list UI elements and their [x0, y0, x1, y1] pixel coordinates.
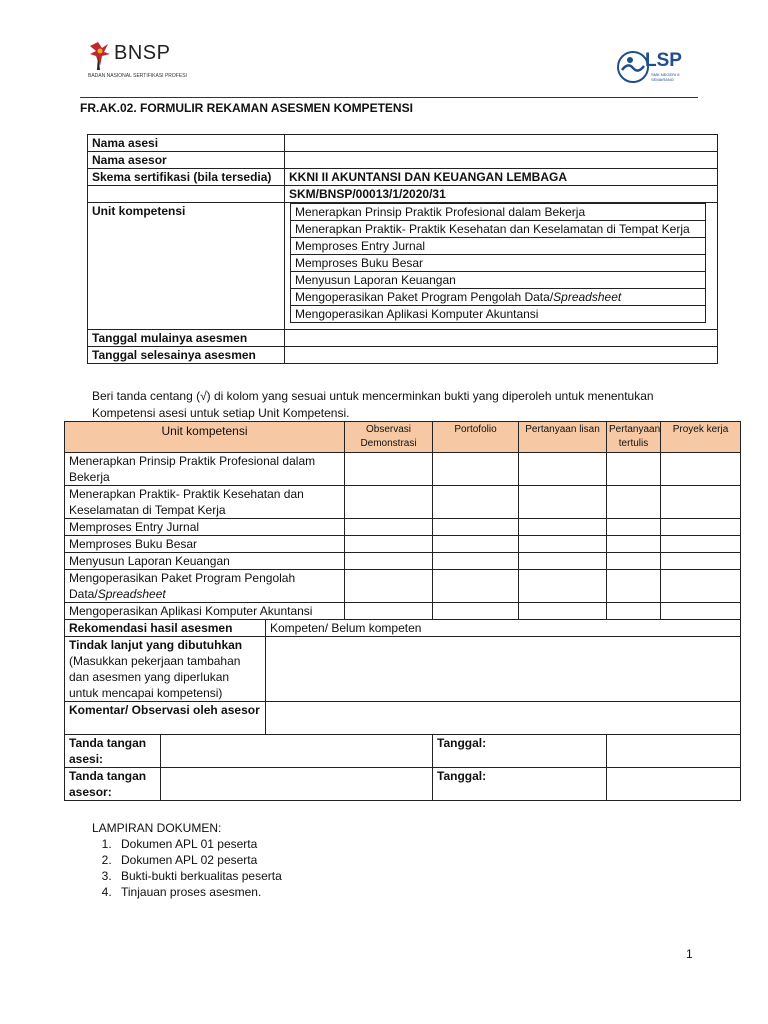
- check-cell[interactable]: [519, 570, 607, 603]
- col-portofolio: Portofolio: [433, 422, 519, 453]
- col-unit-kompetensi: Unit kompetensi: [65, 422, 345, 453]
- check-cell[interactable]: [661, 553, 741, 570]
- ttd-asesi-label: Tanda tangan asesi:: [65, 735, 161, 768]
- check-cell[interactable]: [345, 519, 433, 536]
- check-cell[interactable]: [433, 603, 519, 620]
- rekomendasi-value[interactable]: Kompeten/ Belum kompeten: [266, 620, 741, 637]
- table-row: [65, 536, 741, 553]
- check-cell[interactable]: [345, 570, 433, 603]
- unit-item: Mengoperasikan Aplikasi Komputer Akuntansi: [291, 306, 706, 323]
- list-item: 1. Dokumen APL 01 peserta: [115, 836, 282, 852]
- check-cell[interactable]: [345, 453, 433, 486]
- evidence-unit: Memproses Entry Jurnal: [65, 519, 345, 536]
- info-table: [87, 134, 718, 364]
- units-list: [290, 203, 706, 323]
- nama-asesi-label: Nama asesi: [88, 135, 285, 152]
- col-pertanyaan-tertulis: Pertanyaan tertulis: [607, 422, 661, 453]
- col-observasi: Observasi Demonstrasi: [345, 422, 433, 453]
- tanggal-asesor-label: Tanggal:: [433, 768, 607, 801]
- col-pertanyaan-lisan: Pertanyaan lisan: [519, 422, 607, 453]
- evidence-table: [64, 421, 741, 801]
- lampiran-section: [92, 820, 282, 900]
- evidence-header-row: [65, 422, 741, 453]
- check-cell[interactable]: [661, 486, 741, 519]
- check-cell[interactable]: [433, 553, 519, 570]
- rekomendasi-label: Rekomendasi hasil asesmen: [65, 620, 266, 637]
- tindak-lanjut-row: [65, 637, 741, 702]
- tindak-lanjut-label: Tindak lanjut yang dibutuhkan: [69, 638, 243, 652]
- komentar-field[interactable]: [266, 702, 741, 735]
- check-cell[interactable]: [433, 519, 519, 536]
- tanggal-mulai-field[interactable]: [285, 330, 718, 347]
- list-item: 4. Tinjauan proses asesmen.: [115, 884, 282, 900]
- check-cell[interactable]: [519, 486, 607, 519]
- evidence-unit: Menerapkan Prinsip Praktik Profesional dalam Bekerja: [65, 453, 345, 486]
- tindak-lanjut-field[interactable]: [266, 637, 741, 702]
- skema-code: SKM/BNSP/00013/1/2020/31: [285, 186, 718, 203]
- table-row: [65, 486, 741, 519]
- check-cell[interactable]: [345, 553, 433, 570]
- check-cell[interactable]: [345, 486, 433, 519]
- unit-item: Mengoperasikan Paket Program Pengolah Data/Spreadsheet: [291, 289, 706, 306]
- lsp-logo-text: LSP: [645, 50, 682, 71]
- nama-asesi-field[interactable]: [285, 135, 718, 152]
- check-cell[interactable]: [661, 536, 741, 553]
- check-cell[interactable]: [433, 453, 519, 486]
- komentar-row: [65, 702, 741, 735]
- evidence-unit: Mengoperasikan Aplikasi Komputer Akuntansi: [65, 603, 345, 620]
- check-cell[interactable]: [519, 553, 607, 570]
- check-cell[interactable]: [661, 519, 741, 536]
- row-unit-kompetensi: [88, 203, 718, 330]
- lampiran-title: LAMPIRAN DOKUMEN:: [92, 821, 222, 835]
- ttd-asesi-field[interactable]: [161, 735, 433, 768]
- tanggal-asesi-label: Tanggal:: [433, 735, 607, 768]
- evidence-unit: Mengoperasikan Paket Program Pengolah Data/Spreadsheet: [65, 570, 345, 603]
- skema-label: Skema sertifikasi (bila tersedia): [88, 169, 285, 186]
- row-tanggal-selesai: [88, 347, 718, 364]
- check-cell[interactable]: [519, 453, 607, 486]
- unit-item: Memproses Entry Jurnal: [291, 238, 706, 255]
- ttd-asesi-row: [65, 735, 741, 768]
- check-cell[interactable]: [607, 536, 661, 553]
- check-cell[interactable]: [607, 570, 661, 603]
- ttd-asesor-label: Tanda tangan asesor:: [65, 768, 161, 801]
- check-cell[interactable]: [607, 486, 661, 519]
- check-cell[interactable]: [345, 536, 433, 553]
- row-nama-asesor: [88, 152, 718, 169]
- bnsp-logo: [88, 40, 198, 84]
- tanggal-asesor-field[interactable]: [607, 768, 741, 801]
- bnsp-logo-text: BNSP: [114, 42, 171, 64]
- nama-asesor-label: Nama asesor: [88, 152, 285, 169]
- unit-item: Menerapkan Praktik- Praktik Kesehatan dan Keselamatan di Tempat Kerja: [291, 221, 706, 238]
- check-cell[interactable]: [433, 486, 519, 519]
- col-proyek-kerja: Proyek kerja: [661, 422, 741, 453]
- check-cell[interactable]: [519, 519, 607, 536]
- skema-value: KKNI II AKUNTANSI DAN KEUANGAN LEMBAGA: [285, 169, 718, 186]
- tanggal-asesi-field[interactable]: [607, 735, 741, 768]
- check-cell[interactable]: [607, 453, 661, 486]
- tanggal-selesai-field[interactable]: [285, 347, 718, 364]
- garuda-icon: [88, 40, 114, 72]
- lampiran-list: [92, 836, 282, 900]
- tindak-lanjut-note: (Masukkan pekerjaan tambahan dan asesmen yang diperlukan untuk mencapai kompetensi): [69, 654, 241, 700]
- table-row: [65, 603, 741, 620]
- check-cell[interactable]: [345, 603, 433, 620]
- row-tanggal-mulai: [88, 330, 718, 347]
- check-cell[interactable]: [661, 453, 741, 486]
- unit-item: Menyusun Laporan Keuangan: [291, 272, 706, 289]
- table-row: [65, 453, 741, 486]
- lsp-logo-subtitle: SMK NEGERI 8 SEMARANG: [651, 72, 680, 82]
- ttd-asesor-row: [65, 768, 741, 801]
- lsp-logo: [617, 48, 697, 92]
- evidence-unit: Memproses Buku Besar: [65, 536, 345, 553]
- table-row: [65, 553, 741, 570]
- rekomendasi-row: [65, 620, 741, 637]
- check-cell[interactable]: [519, 603, 607, 620]
- tanggal-mulai-label: Tanggal mulainya asesmen: [88, 330, 285, 347]
- check-cell[interactable]: [607, 519, 661, 536]
- check-cell[interactable]: [607, 553, 661, 570]
- table-row: [65, 570, 741, 603]
- check-cell[interactable]: [607, 603, 661, 620]
- row-nama-asesi: [88, 135, 718, 152]
- check-cell[interactable]: [661, 570, 741, 603]
- row-skema-code: [88, 186, 718, 203]
- bnsp-logo-subtitle: BADAN NASIONAL SERTIFIKASI PROFESI: [88, 73, 187, 79]
- unit-kompetensi-label: Unit kompetensi: [88, 203, 285, 330]
- unit-item: Memproses Buku Besar: [291, 255, 706, 272]
- tanggal-selesai-label: Tanggal selesainya asesmen: [88, 347, 285, 364]
- header-divider: [80, 97, 698, 98]
- komentar-label: Komentar/ Observasi oleh asesor: [65, 702, 266, 735]
- list-item: 3. Bukti-bukti berkualitas peserta: [115, 868, 282, 884]
- check-cell[interactable]: [661, 603, 741, 620]
- evidence-unit: Menyusun Laporan Keuangan: [65, 553, 345, 570]
- nama-asesor-field[interactable]: [285, 152, 718, 169]
- page-number: 1: [686, 947, 693, 961]
- instruction-text: Beri tanda centang (√) di kolom yang sesuai untuk mencerminkan bukti yang diperoleh untuk menentukan Kompetensi asesi untuk setiap Unit Kompetensi.: [92, 389, 654, 420]
- check-cell[interactable]: [519, 536, 607, 553]
- table-row: [65, 519, 741, 536]
- check-cell[interactable]: [433, 570, 519, 603]
- evidence-unit: Menerapkan Praktik- Praktik Kesehatan dan Keselamatan di Tempat Kerja: [65, 486, 345, 519]
- row-skema: [88, 169, 718, 186]
- list-item: 2. Dokumen APL 02 peserta: [115, 852, 282, 868]
- ttd-asesor-field[interactable]: [161, 768, 433, 801]
- check-cell[interactable]: [433, 536, 519, 553]
- document-title: FR.AK.02. FORMULIR REKAMAN ASESMEN KOMPETENSI: [80, 101, 413, 115]
- unit-item: Menerapkan Prinsip Praktik Profesional dalam Bekerja: [291, 204, 706, 221]
